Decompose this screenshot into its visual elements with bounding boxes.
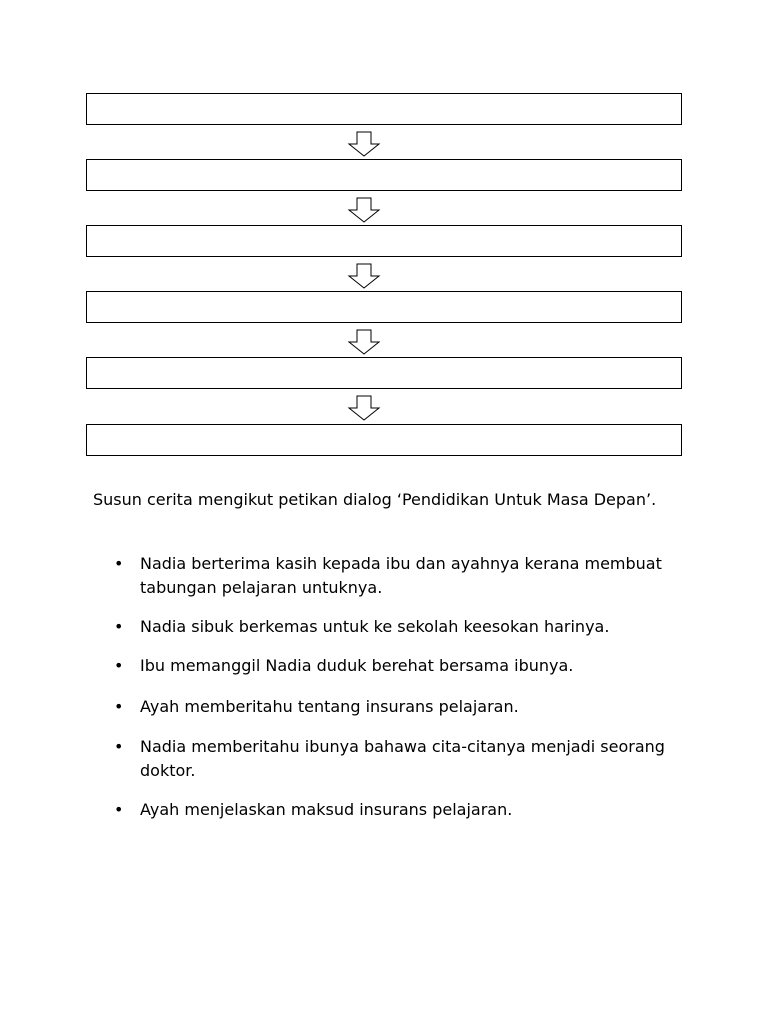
bullet-icon: • xyxy=(114,697,124,716)
list-item xyxy=(114,695,674,719)
list-item xyxy=(114,552,674,600)
bullet-icon: • xyxy=(114,656,124,675)
down-arrow-icon xyxy=(347,197,381,223)
flow-box-4 xyxy=(86,291,682,323)
instruction-text: Susun cerita mengikut petikan dialog ‘Pendidikan Untuk Masa Depan’. xyxy=(93,490,657,509)
list-item xyxy=(114,654,674,678)
list-item xyxy=(114,615,674,639)
down-arrow-icon xyxy=(347,395,381,421)
down-arrow-icon xyxy=(347,329,381,355)
list-item xyxy=(114,735,674,783)
list-item-text: Nadia sibuk berkemas untuk ke sekolah keesokan harinya. xyxy=(140,617,610,636)
down-arrow-icon xyxy=(347,263,381,289)
list-item-text: Ayah menjelaskan maksud insurans pelajaran. xyxy=(140,800,513,819)
down-arrow-icon xyxy=(347,131,381,157)
bullet-icon: • xyxy=(114,554,124,573)
flow-box-1 xyxy=(86,93,682,125)
bullet-icon: • xyxy=(114,800,124,819)
bullet-icon: • xyxy=(114,617,124,636)
flow-box-2 xyxy=(86,159,682,191)
list-item-text: Ayah memberitahu tentang insurans pelajaran. xyxy=(140,697,519,716)
list-item-text: Ibu memanggil Nadia duduk berehat bersama ibunya. xyxy=(140,656,574,675)
list-item-text: Nadia memberitahu ibunya bahawa cita-citanya menjadi seorang doktor. xyxy=(140,737,665,780)
flow-box-3 xyxy=(86,225,682,257)
flow-box-6 xyxy=(86,424,682,456)
list-item-text: Nadia berterima kasih kepada ibu dan ayahnya kerana membuat tabungan pelajaran untuknya. xyxy=(140,554,662,597)
bullet-icon: • xyxy=(114,737,124,756)
list-item xyxy=(114,798,674,822)
flow-box-5 xyxy=(86,357,682,389)
